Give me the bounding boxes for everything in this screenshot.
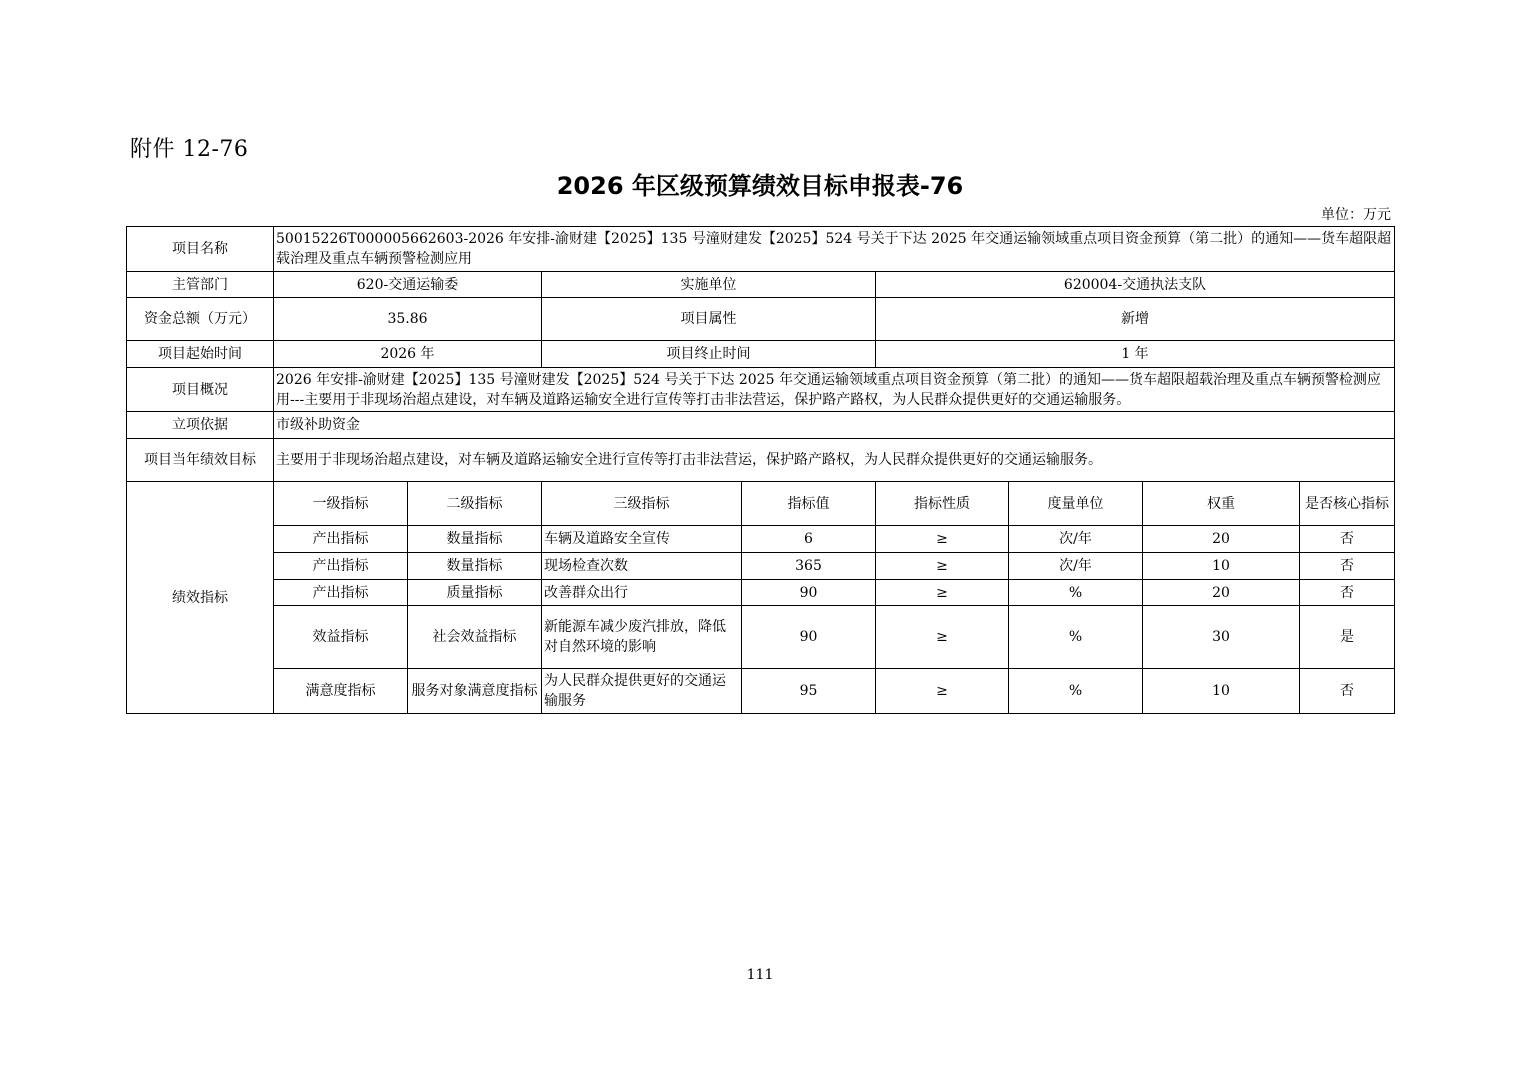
row-project-name [127, 227, 1395, 272]
header-nature: 指标性质 [876, 482, 1009, 526]
indicator-row [127, 580, 1395, 606]
indicator-level2: 服务对象满意度指标 [408, 669, 542, 714]
indicator-weight: 20 [1143, 526, 1300, 553]
indicator-nature: ≥ [876, 606, 1009, 669]
value-department: 620-交通运输委 [274, 272, 542, 298]
indicator-header-row [127, 482, 1395, 526]
value-end-time: 1 年 [876, 341, 1395, 368]
indicator-row [127, 606, 1395, 669]
indicator-weight: 10 [1143, 553, 1300, 580]
indicator-core: 否 [1300, 669, 1395, 714]
value-project-name: 50015226T000005662603-2026 年安排-渝财建【2025】135 号潼财建发【2025】524 号关于下达 2025 年交通运输领域重点项目资金预算（第二批）的通知——货车超限超载治理及重点车辆预警检测应用 [274, 227, 1395, 272]
label-indicators: 绩效指标 [127, 482, 274, 714]
indicator-level3: 为人民群众提供更好的交通运输服务 [542, 669, 742, 714]
indicator-level3: 改善群众出行 [542, 580, 742, 606]
indicator-core: 否 [1300, 580, 1395, 606]
row-overview [127, 368, 1395, 412]
header-level1: 一级指标 [274, 482, 408, 526]
indicator-value: 90 [742, 606, 876, 669]
indicator-core: 否 [1300, 553, 1395, 580]
value-overview: 2026 年安排-渝财建【2025】135 号潼财建发【2025】524 号关于下达 2025 年交通运输领域重点项目资金预算（第二批）的通知——货车超限超载治理及重点车辆预警检测应用---主要用于非现场治超点建设，对车辆及道路运输安全进行宣传等打击非法营运，保护路产路权，为人民群众提供更好的交通运输服务。 [274, 368, 1395, 412]
row-basis [127, 412, 1395, 439]
attachment-label: 附件 12-76 [130, 137, 249, 162]
indicator-weight: 30 [1143, 606, 1300, 669]
indicator-value: 90 [742, 580, 876, 606]
indicator-nature: ≥ [876, 580, 1009, 606]
indicator-level1: 满意度指标 [274, 669, 408, 714]
label-end-time: 项目终止时间 [542, 341, 876, 368]
page-number: 111 [746, 967, 774, 983]
indicator-level2: 数量指标 [408, 526, 542, 553]
value-annual-target: 主要用于非现场治超点建设，对车辆及道路运输安全进行宣传等打击非法营运，保护路产路权，为人民群众提供更好的交通运输服务。 [274, 439, 1395, 482]
header-value: 指标值 [742, 482, 876, 526]
indicator-nature: ≥ [876, 526, 1009, 553]
label-project-attribute: 项目属性 [542, 298, 876, 341]
value-implementing-unit: 620004-交通执法支队 [876, 272, 1395, 298]
indicator-unit: 次/年 [1009, 553, 1143, 580]
header-core: 是否核心指标 [1300, 482, 1395, 526]
indicator-level2: 质量指标 [408, 580, 542, 606]
indicator-level1: 产出指标 [274, 526, 408, 553]
label-project-name: 项目名称 [127, 227, 274, 272]
indicator-nature: ≥ [876, 553, 1009, 580]
indicator-unit: 次/年 [1009, 526, 1143, 553]
indicator-level1: 产出指标 [274, 553, 408, 580]
indicator-value: 6 [742, 526, 876, 553]
indicator-unit: % [1009, 580, 1143, 606]
header-level3: 三级指标 [542, 482, 742, 526]
indicator-level3: 现场检查次数 [542, 553, 742, 580]
indicator-unit: % [1009, 669, 1143, 714]
indicator-row [127, 526, 1395, 553]
header-weight: 权重 [1143, 482, 1300, 526]
indicator-level1: 产出指标 [274, 580, 408, 606]
row-total-funds [127, 298, 1395, 341]
value-project-attribute: 新增 [876, 298, 1395, 341]
indicator-core: 否 [1300, 526, 1395, 553]
label-department: 主管部门 [127, 272, 274, 298]
indicator-weight: 20 [1143, 580, 1300, 606]
label-implementing-unit: 实施单位 [542, 272, 876, 298]
label-basis: 立项依据 [127, 412, 274, 439]
indicator-row [127, 669, 1395, 714]
value-total-funds: 35.86 [274, 298, 542, 341]
label-start-time: 项目起始时间 [127, 341, 274, 368]
indicator-level1: 效益指标 [274, 606, 408, 669]
value-basis: 市级补助资金 [274, 412, 1395, 439]
indicator-value: 365 [742, 553, 876, 580]
label-total-funds: 资金总额（万元） [127, 298, 274, 341]
indicator-level2: 社会效益指标 [408, 606, 542, 669]
page-title: 2026 年区级预算绩效目标申报表-76 [556, 172, 964, 200]
performance-target-table [126, 226, 1395, 714]
value-start-time: 2026 年 [274, 341, 542, 368]
indicator-value: 95 [742, 669, 876, 714]
indicator-row [127, 553, 1395, 580]
row-department [127, 272, 1395, 298]
indicator-unit: % [1009, 606, 1143, 669]
indicator-core: 是 [1300, 606, 1395, 669]
label-annual-target: 项目当年绩效目标 [127, 439, 274, 482]
row-time [127, 341, 1395, 368]
indicator-level3: 车辆及道路安全宣传 [542, 526, 742, 553]
indicator-weight: 10 [1143, 669, 1300, 714]
unit-label: 单位：万元 [1321, 207, 1391, 223]
header-level2: 二级指标 [408, 482, 542, 526]
indicator-level2: 数量指标 [408, 553, 542, 580]
label-overview: 项目概况 [127, 368, 274, 412]
indicator-nature: ≥ [876, 669, 1009, 714]
indicator-level3: 新能源车减少废汽排放，降低对自然环境的影响 [542, 606, 742, 669]
header-unit: 度量单位 [1009, 482, 1143, 526]
row-annual-target [127, 439, 1395, 482]
